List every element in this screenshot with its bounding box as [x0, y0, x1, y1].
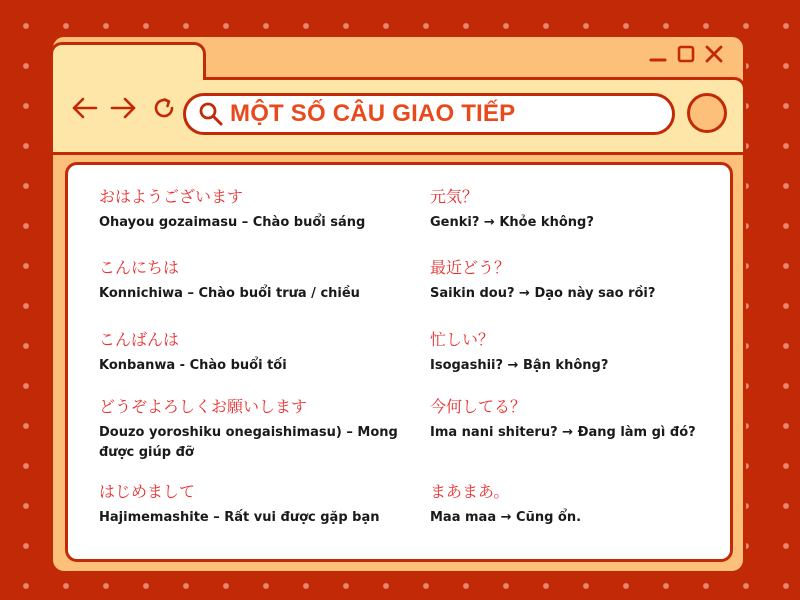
- phrase-translation: Douzo yoroshiku onegaishimasu) – Mong được giúp đỡ: [99, 425, 398, 460]
- search-query: MỘT SỐ CÂU GIAO TIẾP: [230, 100, 516, 127]
- search-icon: [198, 101, 224, 127]
- browser-window: [50, 34, 746, 574]
- arrow-left-icon[interactable]: [71, 96, 99, 120]
- phrase-translation: Maa maa → Cũng ổn.: [430, 510, 582, 525]
- phrase-translation: Ohayou gozaimasu – Chào buổi sáng: [99, 215, 366, 230]
- profile-button[interactable]: [687, 93, 727, 133]
- phrase-translation: Isogashii? → Bận không?: [430, 358, 609, 373]
- phrase-item: [430, 482, 730, 528]
- close-icon[interactable]: [705, 45, 723, 63]
- phrase-japanese: おはようございます: [99, 187, 244, 206]
- phrase-item: [99, 187, 399, 233]
- phrase-translation: Ima nani shiteru? → Đang làm gì đó?: [430, 425, 696, 440]
- window-controls: [649, 45, 723, 63]
- phrase-item: [430, 330, 730, 376]
- navigation-buttons: [71, 95, 177, 121]
- phrase-japanese: こんばんは: [99, 330, 180, 349]
- phrase-japanese: こんにちは: [99, 258, 180, 277]
- phrase-item: [430, 258, 730, 304]
- phrase-japanese: まあまあ。: [430, 482, 510, 501]
- phrase-item: [99, 482, 399, 528]
- phrase-translation: Hajimemashite – Rất vui được gặp bạn: [99, 510, 380, 525]
- phrase-japanese: 今何してる？: [430, 397, 527, 416]
- minimize-icon[interactable]: [649, 45, 667, 63]
- search-bar[interactable]: [183, 93, 675, 135]
- phrase-japanese: はじめまして: [99, 482, 196, 501]
- arrow-right-icon[interactable]: [109, 96, 137, 120]
- phrase-item: [99, 258, 399, 304]
- phrase-item: [99, 397, 399, 463]
- phrase-japanese: 最近どう？: [430, 258, 511, 277]
- phrase-translation: Konnichiwa – Chào buổi trưa / chiều: [99, 286, 360, 301]
- phrase-japanese: 忙しい？: [430, 330, 495, 349]
- content-panel: [65, 162, 733, 562]
- phrase-translation: Konbanwa - Chào buổi tối: [99, 358, 287, 373]
- phrase-translation: Genki? → Khỏe không?: [430, 215, 594, 230]
- phrase-translation: Saikin dou? → Dạo này sao rồi?: [430, 286, 656, 301]
- phrase-item: [430, 187, 730, 233]
- phrase-item: [430, 397, 730, 443]
- phrase-japanese: どうぞよろしくお願いします: [99, 397, 308, 416]
- refresh-icon[interactable]: [151, 95, 177, 121]
- phrase-item: [99, 330, 399, 376]
- phrase-japanese: 元気？: [430, 187, 479, 206]
- maximize-icon[interactable]: [677, 45, 695, 63]
